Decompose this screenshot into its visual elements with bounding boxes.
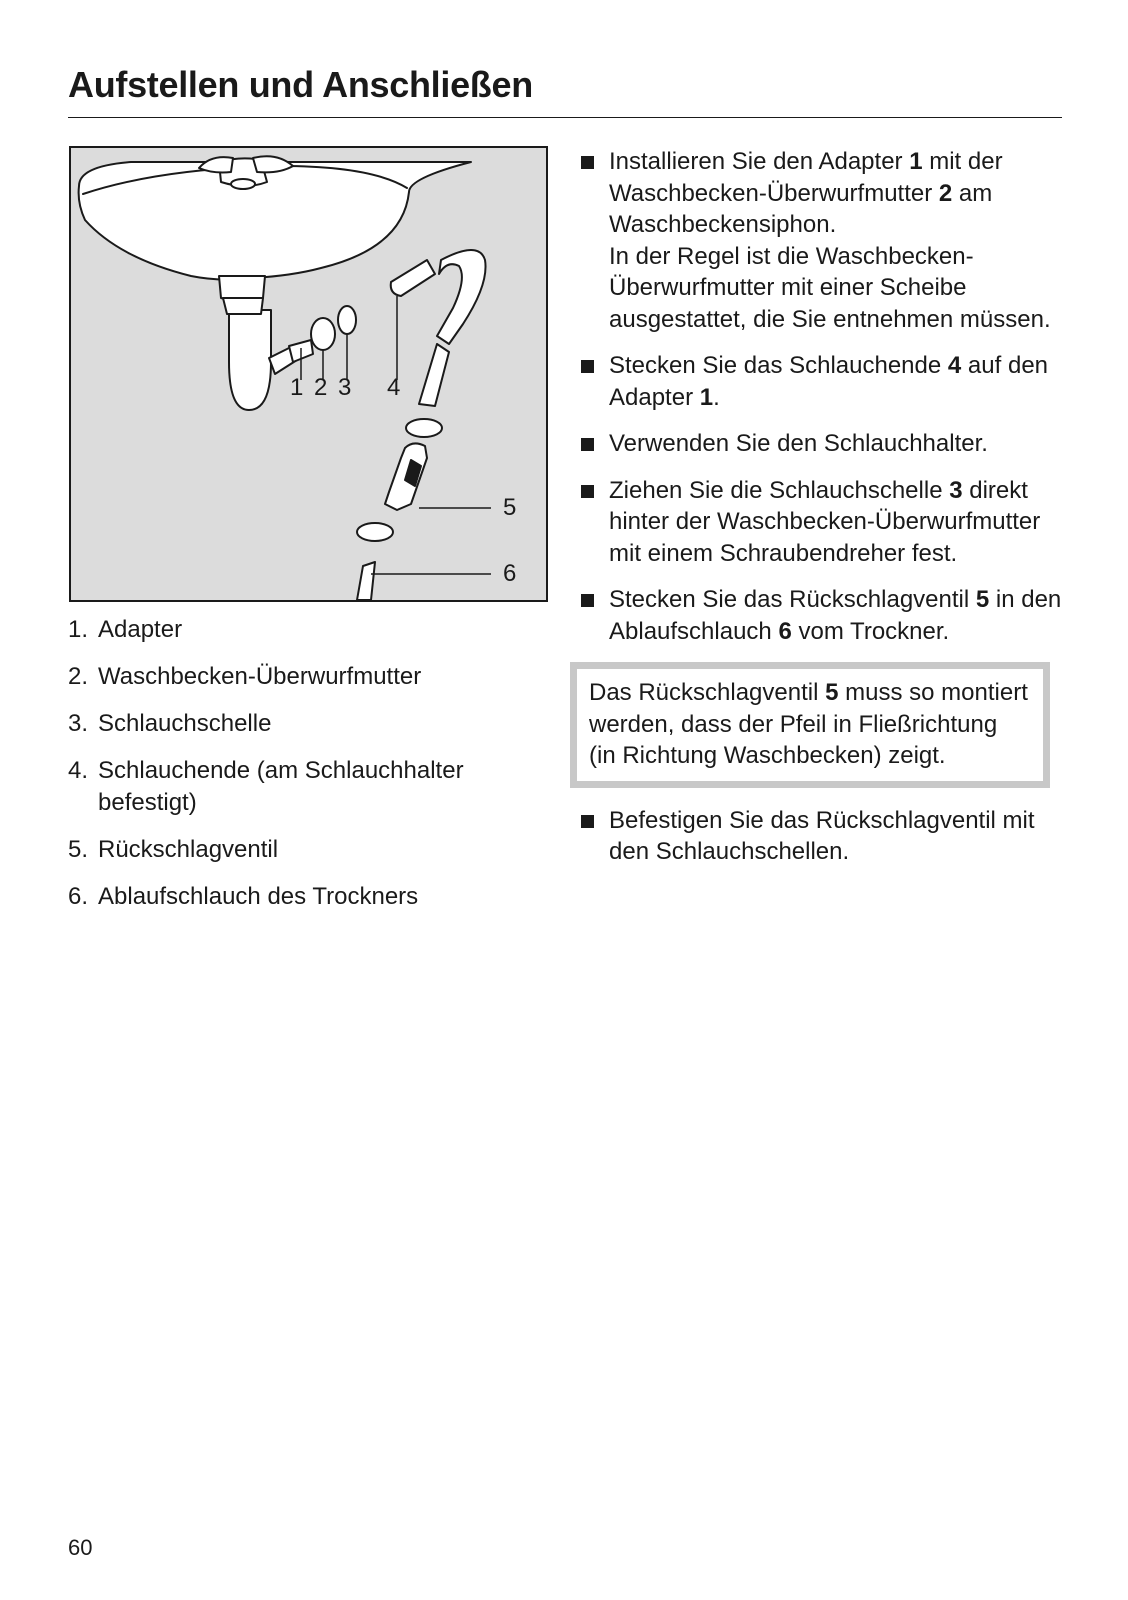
page-number: 60 bbox=[68, 1535, 93, 1560]
figure-label-1: 1 bbox=[290, 374, 304, 401]
square-bullet-icon bbox=[579, 584, 609, 647]
legend-text: Rückschlagventil bbox=[98, 836, 279, 863]
title-divider bbox=[68, 117, 1062, 118]
square-bullet-icon bbox=[579, 475, 609, 570]
drain-hose-upper bbox=[419, 344, 449, 406]
instruction-step bbox=[579, 584, 1069, 647]
figure-label-5: 5 bbox=[503, 494, 517, 521]
instruction-step bbox=[579, 428, 1069, 460]
tap-handle-left bbox=[199, 157, 233, 172]
figure-label-3: 3 bbox=[338, 374, 352, 401]
hose-end bbox=[391, 260, 435, 296]
dryer-hose bbox=[357, 562, 375, 600]
legend-text: Schlauchschelle bbox=[98, 710, 272, 737]
legend-item bbox=[68, 834, 538, 866]
tap-spout bbox=[231, 179, 255, 189]
hose-holder bbox=[437, 250, 486, 344]
figure-label-6: 6 bbox=[503, 560, 517, 587]
legend-item bbox=[68, 881, 538, 913]
legend-number: 5. bbox=[68, 836, 89, 863]
figure-label-2: 2 bbox=[314, 374, 328, 401]
instruction-step bbox=[579, 350, 1069, 413]
legend-item bbox=[68, 614, 538, 646]
step-text: Verwenden Sie den Schlauchhalter. bbox=[609, 430, 988, 457]
legend-number: 4. bbox=[68, 757, 89, 784]
step-text: Stecken Sie das Schlauchende 4 auf den Adapter 1. bbox=[609, 352, 1049, 411]
note-box: Das Rückschlagventil 5 muss so montiert werden, dass der Pfeil in Fließrichtung (in Richtung Waschbecken) zeigt. bbox=[570, 662, 1050, 788]
step-text: Ziehen Sie die Schlauchschelle 3 direkt hinter der Waschbecken-Überwurfmutter mit einem Schraubendreher fest. bbox=[609, 476, 1041, 567]
legend-text: Schlauchende (am Schlauchhalter befestigt) bbox=[98, 757, 464, 816]
instruction-list bbox=[579, 146, 1069, 883]
legend-number: 3. bbox=[68, 710, 89, 737]
square-bullet-icon bbox=[579, 350, 609, 413]
siphon-trap bbox=[229, 310, 271, 410]
legend-text: Waschbecken-Überwurfmutter bbox=[98, 663, 422, 690]
legend-text: Adapter bbox=[98, 616, 183, 643]
overflow-nut bbox=[311, 318, 335, 350]
square-bullet-icon bbox=[579, 146, 609, 335]
hose-clamp-1 bbox=[406, 419, 442, 437]
hose-clamp-2 bbox=[357, 523, 393, 541]
legend-item bbox=[68, 708, 538, 740]
square-bullet-icon bbox=[579, 428, 609, 460]
step-text: Befestigen Sie das Rückschlagventil mit den Schlauchschellen. bbox=[609, 806, 1035, 865]
legend-number: 1. bbox=[68, 616, 89, 643]
installation-figure bbox=[69, 146, 548, 602]
instruction-step bbox=[579, 475, 1069, 570]
siphon-upper bbox=[223, 298, 263, 314]
instruction-step bbox=[579, 146, 1069, 335]
page-title: Aufstellen und Anschließen bbox=[68, 64, 533, 105]
figure-label-4: 4 bbox=[387, 374, 401, 401]
legend-text: Ablaufschlauch des Trockners bbox=[98, 883, 419, 910]
square-bullet-icon bbox=[579, 805, 609, 868]
legend-number: 6. bbox=[68, 883, 89, 910]
legend-number: 2. bbox=[68, 663, 89, 690]
figure-legend bbox=[68, 614, 538, 928]
step-text: Stecken Sie das Rückschlagventil 5 in den Ablaufschlauch 6 vom Trockner. bbox=[609, 586, 1062, 645]
step-text: Installieren Sie den Adapter 1 mit der Waschbecken-Überwurfmutter 2 am Waschbeckensiphon. In der Regel ist die Waschbecken-Überwurfmutter mit einer Scheibe ausgestattet, die Sie entnehmen müssen. bbox=[609, 148, 1051, 333]
legend-item bbox=[68, 661, 538, 693]
sink-siphon-illustration bbox=[71, 148, 546, 600]
hose-clamp-ring bbox=[338, 306, 356, 334]
instruction-step bbox=[579, 805, 1069, 868]
legend-item bbox=[68, 755, 538, 819]
